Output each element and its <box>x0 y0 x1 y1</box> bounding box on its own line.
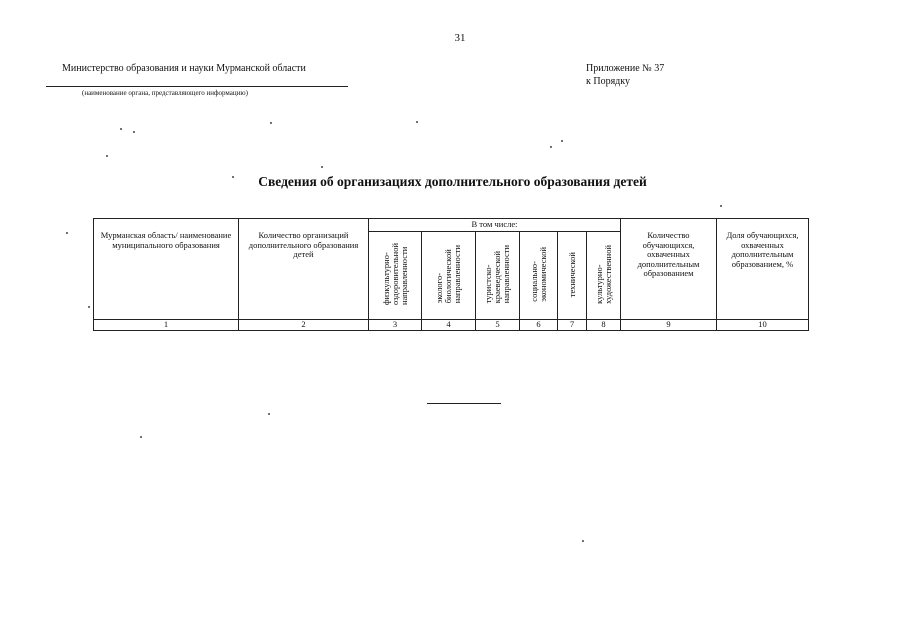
data-table <box>93 218 809 331</box>
header-students-count: Количество обучающихся, охваченных дополнительным образованием <box>621 219 717 320</box>
organization-underline <box>46 86 348 87</box>
document-title: Сведения об организациях дополнительного образования детей <box>258 174 647 189</box>
header-region: Мурманская область/ наименование муниципального образования <box>94 219 239 320</box>
column-number: 5 <box>476 320 520 331</box>
column-number: 2 <box>239 320 369 331</box>
header-socio-economic: социально- экономической <box>520 232 558 320</box>
organization-name: Министерство образования и науки Мурманской области <box>62 63 306 74</box>
column-number: 3 <box>369 320 422 331</box>
header-tourism-local-history: туристско- краеведческой направленности <box>476 232 520 320</box>
column-number: 4 <box>422 320 476 331</box>
column-number-row <box>94 320 809 331</box>
footer-separator-line <box>427 403 501 404</box>
appendix-number: Приложение № 37 <box>586 63 665 74</box>
page-number: 31 <box>454 32 466 44</box>
header-org-count: Количество организаций дополнительного образования детей <box>239 219 369 320</box>
organization-caption: (наименование органа, представляющего информацию) <box>82 89 248 97</box>
appendix-reference: к Порядку <box>586 76 630 87</box>
header-sport-health: физкультурно- оздоровительной направленности <box>369 232 422 320</box>
appendix-block <box>586 62 664 88</box>
column-number: 1 <box>94 320 239 331</box>
column-number: 7 <box>558 320 587 331</box>
column-number: 6 <box>520 320 558 331</box>
column-number: 9 <box>621 320 717 331</box>
column-number: 8 <box>587 320 621 331</box>
header-cultural-artistic: культурно- художественной <box>587 232 621 320</box>
header-eco-biology: эколого- биологической направленности <box>422 232 476 320</box>
header-technical: технической <box>558 232 587 320</box>
column-number: 10 <box>717 320 809 331</box>
header-students-share: Доля обучающихся, охваченных дополнительным образованием, % <box>717 219 809 320</box>
header-group-including: В том числе: <box>369 219 621 232</box>
